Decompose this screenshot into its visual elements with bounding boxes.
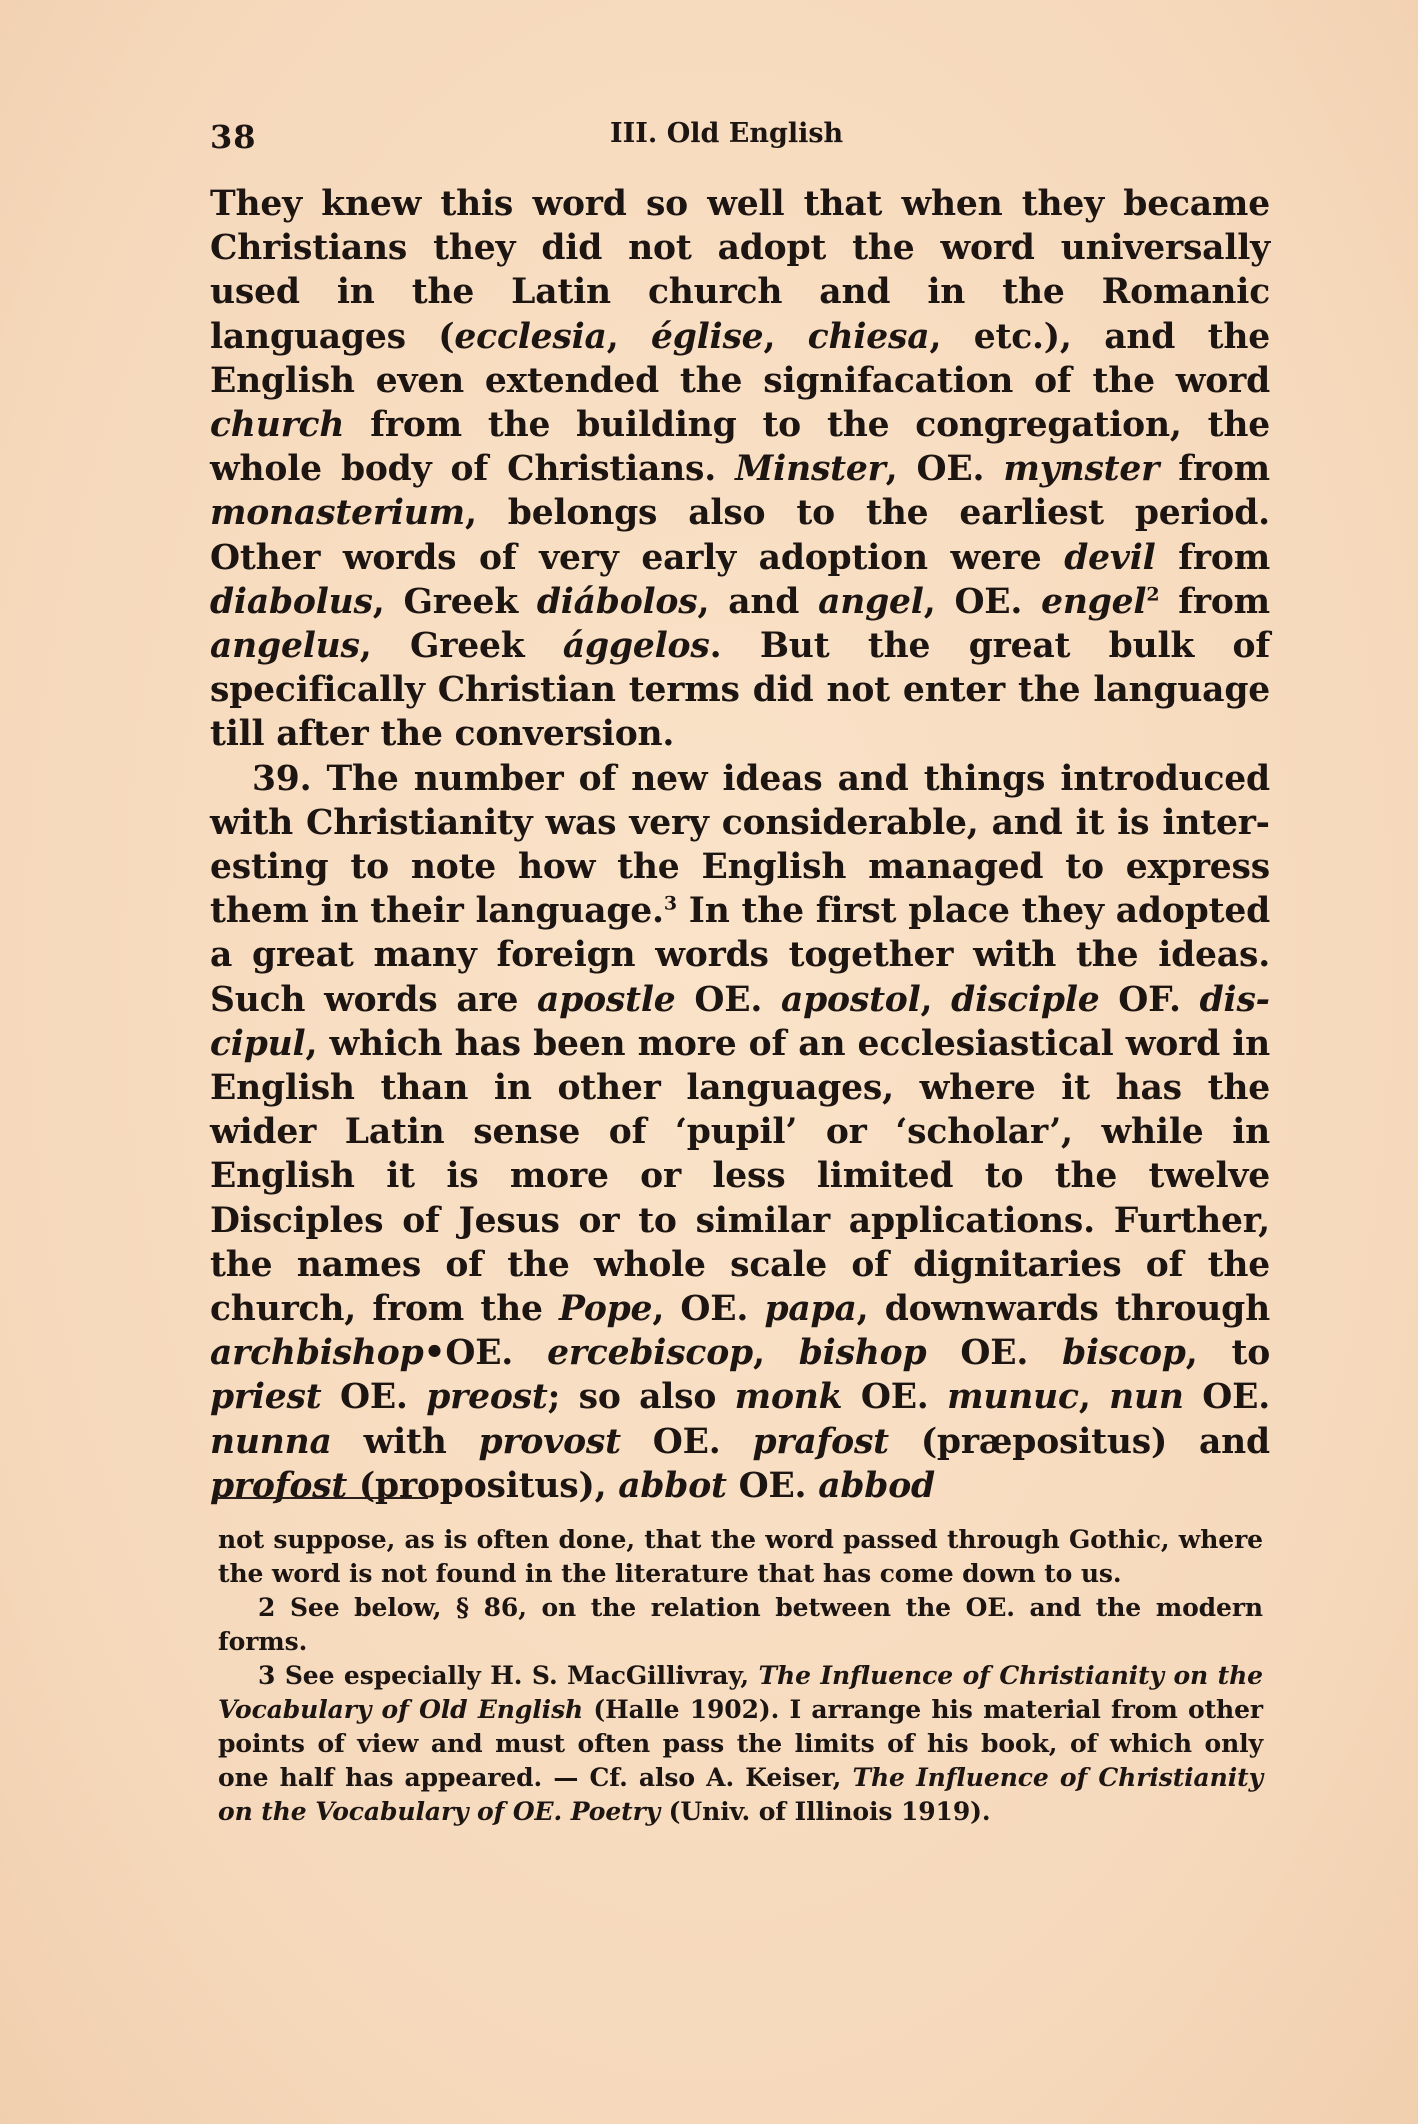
paragraph-1 — [210, 182, 1270, 757]
text-run: , to — [1185, 1333, 1271, 1374]
italic-term: church — [210, 405, 345, 446]
text-run: (Halle 1902). I arrange his material from other points of view and must often pass the limits of his book, of which only one half has appeared. — Cf. also A. Keiser, — [218, 1695, 1263, 1792]
text-run: , OE. — [652, 1289, 765, 1330]
italic-term: priest — [210, 1377, 322, 1418]
text-run: , — [752, 1333, 799, 1374]
text-run: In the first place they adopted a great many foreign words together with the ideas. Such words are — [210, 891, 1270, 1020]
italic-term: disciple — [951, 979, 1100, 1020]
text-run: 3 See especially H. S. MacGillivray, — [258, 1661, 759, 1690]
text-run: OE. — [726, 1465, 819, 1506]
italic-term: ercebiscop — [547, 1333, 753, 1374]
footnote-marker: 2 — [1146, 583, 1160, 606]
italic-term: archbishop — [210, 1333, 424, 1374]
text-run: , — [763, 316, 808, 357]
italic-term: diábolos — [536, 581, 698, 622]
text-run: OE. — [620, 1421, 753, 1462]
footnote-marker: 3 — [663, 892, 677, 915]
italic-term: apostle — [537, 979, 676, 1020]
text-run: , — [920, 979, 952, 1020]
text-run: OE. — [321, 1377, 427, 1418]
text-run: (Univ. of Illinois 1919). — [660, 1797, 991, 1826]
italic-term: chiesa — [807, 316, 930, 357]
page-number: 38 — [210, 118, 257, 156]
main-text — [210, 182, 1270, 1508]
text-run: , belongs also to the earliest period. Other words of very early adoption were — [210, 493, 1270, 578]
italic-term: preost — [426, 1377, 548, 1418]
text-run: The number of new ideas and things introduced with Christianity was very considerable, and it is interesting to note how the English managed to express them in their language. — [210, 758, 1270, 932]
italic-term: nunna — [210, 1421, 332, 1462]
text-run: They knew this word so well that when they became Christians they did not adopt the word universally used in the Latin church and in the Romanic languages ( — [210, 184, 1270, 357]
italic-term: abbot — [618, 1465, 727, 1506]
italic-term: abbod — [818, 1465, 935, 1506]
text-run: . But the great bulk of specifically Christian terms did not enter the language till after the conversion. — [210, 626, 1270, 755]
footnotes — [218, 1523, 1263, 1829]
italic-term: provost — [478, 1421, 621, 1462]
text-run: from — [1159, 581, 1270, 622]
italic-term: église — [650, 316, 764, 357]
italic-term: devil — [1064, 537, 1156, 578]
italic-term: mynster — [1003, 449, 1160, 490]
section-number: 39. — [252, 758, 312, 799]
text-run: , downwards through — [856, 1289, 1270, 1330]
text-run: (præpositus) and — [888, 1421, 1270, 1462]
italic-term: diabolus — [210, 581, 373, 622]
italic-term: apostol — [780, 979, 921, 1020]
text-run: (propositus), — [347, 1465, 619, 1506]
italic-term: papa — [764, 1289, 857, 1330]
text-run: OE. — [926, 1333, 1063, 1374]
running-head: III. Old English — [610, 118, 844, 149]
book-title: The Influence of Christianity on the Vocabulary of OE. Poetry — [218, 1763, 1263, 1826]
footnote-continuation: not suppose, as is often done, that the word passed through Gothic, where the word is not found in the literature that has come down to us. — [218, 1525, 1263, 1588]
italic-term: nun — [1109, 1377, 1184, 1418]
footnote-divider — [218, 1497, 428, 1499]
italic-term: discipul — [210, 979, 1270, 1064]
text-run: •OE. — [423, 1333, 548, 1374]
text-run: , OE. — [923, 581, 1042, 622]
italic-term: angel — [818, 581, 924, 622]
text-run: , Greek — [372, 581, 537, 622]
italic-term: biscop — [1062, 1333, 1186, 1374]
italic-term: monk — [734, 1377, 843, 1418]
text-run: , etc.), and the English even extended the signifacation of the word — [210, 316, 1270, 401]
text-run: , — [606, 316, 651, 357]
italic-term: monasterium — [210, 493, 465, 534]
italic-term: angelus — [210, 626, 360, 667]
footnote-2: 2 See below, § 86, on the relation between the OE. and the modern forms. — [218, 1593, 1263, 1656]
text-run: , — [1078, 1377, 1110, 1418]
text-run: , OE. — [885, 449, 1004, 490]
italic-term: profost — [210, 1465, 348, 1506]
italic-term: engel — [1041, 581, 1147, 622]
italic-term: Pope — [559, 1289, 653, 1330]
italic-term: bishop — [798, 1333, 927, 1374]
italic-term: ecclesia — [454, 316, 607, 357]
page-header — [210, 118, 1270, 158]
text-run: , and — [697, 581, 819, 622]
footnote-3 — [218, 1659, 1263, 1829]
italic-term: munuc — [947, 1377, 1079, 1418]
text-run: OE. — [1183, 1377, 1270, 1418]
text-run: from — [1155, 537, 1271, 578]
italic-term: Minster — [735, 449, 886, 490]
text-run: OE. — [842, 1377, 948, 1418]
text-run: , which has been more of an ecclesiastical word in English than in other languages, where it has the wider Latin sense of ‘pupil’ or ‘scholar’, while in English it is more or less limited to the twelve Disciples of Jesus or to similar applications. Further, the names of the whole scale of dignitaries of the church, from the — [210, 1023, 1270, 1330]
text-run: OE. — [675, 979, 781, 1020]
paragraph-2 — [210, 757, 1270, 1508]
text-run: from the building to the congregation, the whole body of Christians. — [210, 405, 1270, 490]
text-run: OF. — [1099, 979, 1200, 1020]
text-run: from — [1159, 449, 1270, 490]
text-run: , Greek — [359, 626, 563, 667]
text-run: with — [331, 1421, 479, 1462]
italic-term: prafost — [752, 1421, 889, 1462]
italic-term: ággelos — [562, 626, 710, 667]
book-title: The Influence of Christianity on the Vocabulary of Old English — [218, 1661, 1263, 1724]
text-run: ; so also — [547, 1377, 735, 1418]
